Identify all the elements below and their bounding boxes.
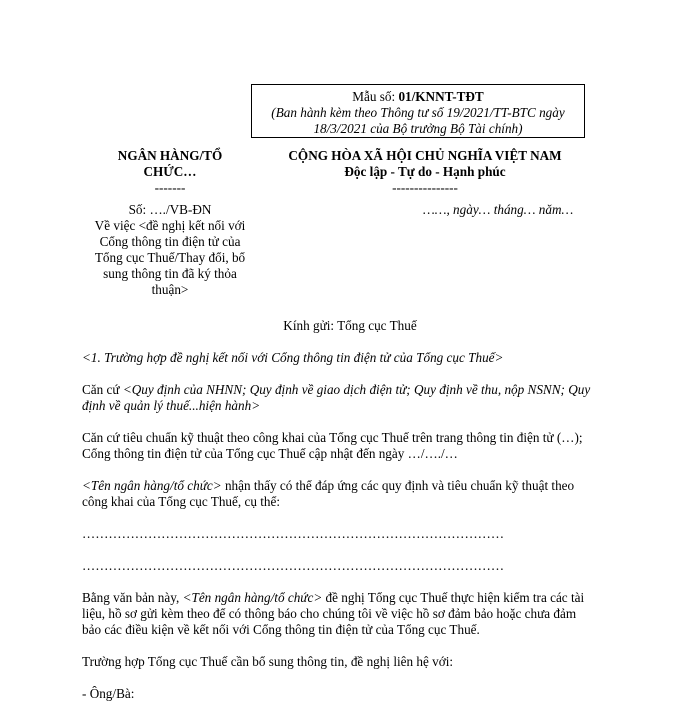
document-subject: Về việc <đề nghị kết nối với Cổng thông tin điện tử của Tổng cục Thuế/Thay đổi, bổ sung thông tin đã ký thỏa thuận> [94,218,246,297]
legal-basis-1-cont: định về quản lý thuế...hiện hành> [82,398,261,413]
form-number-box [251,84,585,138]
form-code-line: Mẫu số: 01/KNNT-TĐT [352,89,484,104]
fill-in-line-1: …………………………………………………………………………………… [82,526,504,541]
compliance-statement-cont: công khai của Tổng cục Thuế, cụ thể: [82,494,280,509]
request-paragraph-line-3: bảo các điều kiện về kết nối với Cổng thông tin điện tử của Tổng cục Thuế. [82,622,480,637]
contact-line: Trường hợp Tổng cục Thuế cần bổ sung thông tin, đề nghị liên hệ với: [82,654,454,669]
compliance-statement: <Tên ngân hàng/tổ chức> nhận thấy có thể đáp ứng các quy định và tiêu chuẩn kỹ thuật theo [82,478,575,493]
document-number: Số: …./VB-ĐN [128,202,212,217]
issued-by-line-2: 18/3/2021 của Bộ trưởng Bộ Tài chính) [313,121,523,136]
legal-basis-2-cont: Cổng thông tin điện tử của Tổng cục Thuế cập nhật đến ngày …/…./… [82,446,458,461]
date-line: ……, ngày… tháng… năm… [423,202,574,217]
greeting: Kính gửi: Tổng cục Thuế [283,318,417,333]
organization-divider: ------- [154,180,186,195]
fill-in-line-2: …………………………………………………………………………………… [82,558,504,573]
issued-by-line-1: (Ban hành kèm theo Thông tư số 19/2021/TT-BTC ngày [271,105,565,120]
case-1-heading: <1. Trường hợp đề nghị kết nối với Cổng thông tin điện tử của Tổng cục Thuế> [82,350,504,365]
national-motto: Độc lập - Tự do - Hạnh phúc [344,164,506,179]
bank-name-placeholder: <Tên ngân hàng/tổ chức> [82,478,222,493]
contact-person: - Ông/Bà: [82,686,135,701]
legal-basis-2: Căn cứ tiêu chuẩn kỹ thuật theo công khai của Tổng cục Thuế trên trang thông tin điện tử (…); [82,430,583,445]
request-paragraph: Bằng văn bản này, <Tên ngân hàng/tổ chức> đề nghị Tổng cục Thuế thực hiện kiểm tra các tài [82,590,585,605]
form-code: 01/KNNT-TĐT [398,89,484,104]
motto-divider: --------------- [392,180,458,195]
national-title: CỘNG HÒA XÃ HỘI CHỦ NGHĨA VIỆT NAM [288,148,562,163]
legal-basis-1: Căn cứ <Quy định của NHNN; Quy định về giao dịch điện tử; Quy định về thu, nộp NSNN; Quy [82,382,591,397]
organization-name: NGÂN HÀNG/TỔ CHỨC… [117,148,223,179]
request-paragraph-line-2: liệu, hồ sơ gửi kèm theo để có thông báo cho chúng tôi về việc hồ sơ đảm bảo hoặc chưa đảm [82,606,577,621]
